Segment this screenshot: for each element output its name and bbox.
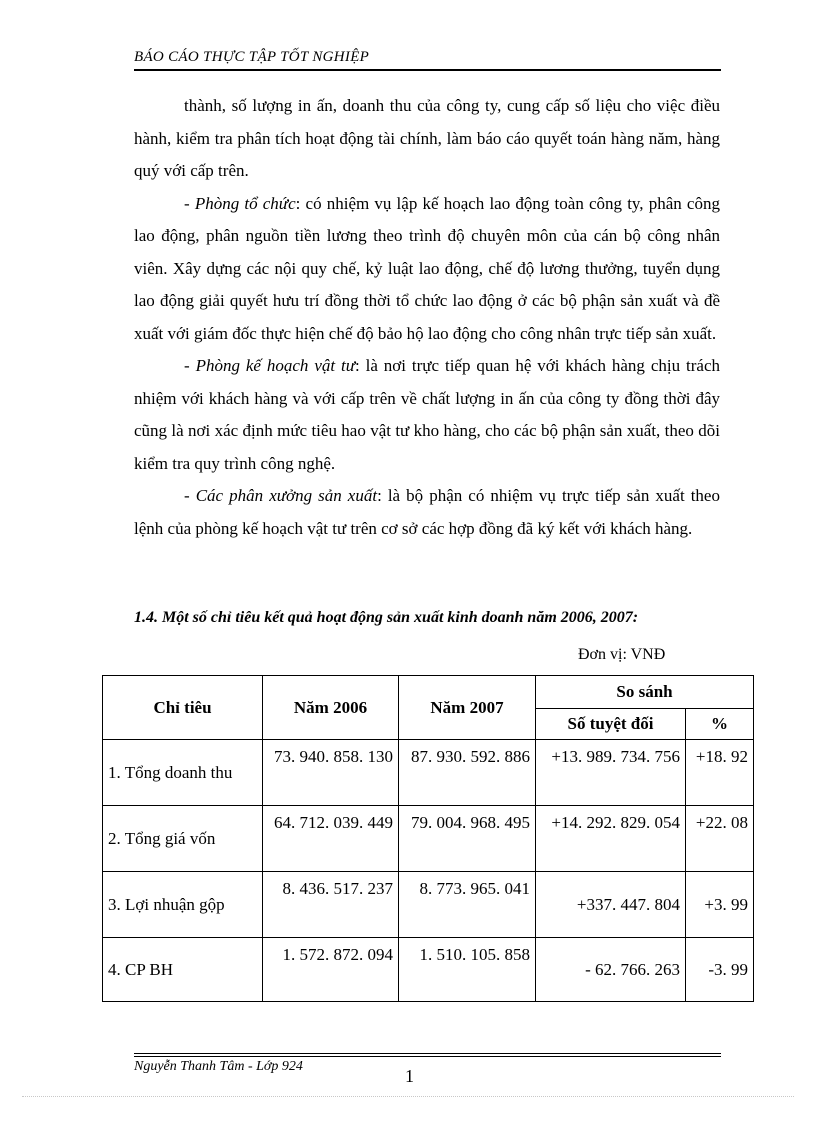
unit-label: Đơn vị: VNĐ bbox=[578, 646, 666, 663]
value-percent: +18. 92 bbox=[686, 740, 754, 806]
value-absolute: +337. 447. 804 bbox=[536, 872, 686, 938]
term-workshops: Các phân xưởng sản xuất bbox=[195, 486, 378, 505]
row-label: 2. Tổng giá vốn bbox=[103, 806, 263, 872]
header-comparison: So sánh bbox=[536, 676, 754, 709]
value-2006: 1. 572. 872. 094 bbox=[263, 938, 399, 1002]
header-year-2006: Năm 2006 bbox=[263, 676, 399, 740]
value-2006: 8. 436. 517. 237 bbox=[263, 872, 399, 938]
bullet-prefix: - bbox=[184, 486, 196, 505]
value-2006: 64. 712. 039. 449 bbox=[263, 806, 399, 872]
footer-divider bbox=[134, 1053, 721, 1054]
value-2007: 1. 510. 105. 858 bbox=[399, 938, 536, 1002]
bullet-prefix: - bbox=[184, 193, 195, 213]
paragraph-text: : là bộ phận có nhiệm vụ trực tiếp sản xuất theo lệnh của phòng kế hoạch vật tư trên cơ sở các hợp đồng đã ký kết với khách hàng. bbox=[134, 486, 720, 538]
term-organization-dept: Phòng tổ chức bbox=[194, 193, 296, 213]
table-row bbox=[103, 740, 754, 806]
report-header-title: BÁO CÁO THỰC TẬP TỐT NGHIỆP bbox=[134, 49, 370, 65]
value-2006: 73. 940. 858. 130 bbox=[263, 740, 399, 806]
value-percent: +22. 08 bbox=[686, 806, 754, 872]
paragraph-accounting-continued: thành, số lượng in ấn, doanh thu của công ty, cung cấp số liệu cho việc điều hành, kiểm tra phân tích hoạt động tài chính, làm báo cáo quyết toán hàng năm, hàng quý với cấp trên. bbox=[134, 96, 720, 180]
body-text bbox=[134, 90, 720, 545]
value-2007: 8. 773. 965. 041 bbox=[399, 872, 536, 938]
value-2007: 79. 004. 968. 495 bbox=[399, 806, 536, 872]
value-absolute: - 62. 766. 263 bbox=[536, 938, 686, 1002]
bullet-prefix: - bbox=[184, 356, 196, 375]
header-absolute: Số tuyệt đối bbox=[536, 709, 686, 740]
paragraph-planning-dept bbox=[134, 350, 720, 480]
header-indicator: Chỉ tiêu bbox=[103, 676, 263, 740]
footer-author: Nguyễn Thanh Tâm - Lớp 924 bbox=[134, 1059, 303, 1074]
value-absolute: +13. 989. 734. 756 bbox=[536, 740, 686, 806]
value-2007: 87. 930. 592. 886 bbox=[399, 740, 536, 806]
value-percent: -3. 99 bbox=[686, 938, 754, 1002]
header-percent: % bbox=[686, 709, 754, 740]
table-row bbox=[103, 806, 754, 872]
paragraph-organization-dept bbox=[134, 188, 720, 351]
header-divider bbox=[134, 69, 721, 71]
value-percent: +3. 99 bbox=[686, 872, 754, 938]
table-row bbox=[103, 872, 754, 938]
section-heading: 1.4. Một số chỉ tiêu kết quả hoạt động sản xuất kinh doanh năm 2006, 2007: bbox=[134, 609, 639, 626]
row-label: 3. Lợi nhuận gộp bbox=[103, 872, 263, 938]
results-table bbox=[102, 675, 754, 1002]
row-label: 1. Tổng doanh thu bbox=[103, 740, 263, 806]
page-number: 1 bbox=[405, 1066, 414, 1086]
row-label: 4. CP BH bbox=[103, 938, 263, 1002]
header-year-2007: Năm 2007 bbox=[399, 676, 536, 740]
value-absolute: +14. 292. 829. 054 bbox=[536, 806, 686, 872]
table-header-row bbox=[103, 676, 754, 709]
paragraph-workshops bbox=[134, 480, 720, 545]
page-edge bbox=[22, 1096, 794, 1097]
paragraph-text: : có nhiệm vụ lập kế hoạch lao động toàn công ty, phân công lao động, phân nguồn tiền lương theo trình độ chuyên môn của cán bộ công nhân viên. Xây dựng các nội quy chế, kỷ luật lao động, chế độ lương thưởng, tuyển dụng lao động giải quyết hưu trí đồng thời tổ chức lao động ở các bộ phận sản xuất và đề xuất với giám đốc thực hiện chế độ bảo hộ lao động cho công nhân trực tiếp sản xuất. bbox=[134, 193, 720, 343]
footer-divider-secondary bbox=[134, 1056, 721, 1057]
paragraph-text: : là nơi trực tiếp quan hệ với khách hàng chịu trách nhiệm với khách hàng và với cấp trên về chất lượng in ấn của công ty đồng thời đây cũng là nơi xác định mức tiêu hao vật tư kho hàng, cho các bộ phận sản xuất, theo dõi kiểm tra quy trình công nghệ. bbox=[134, 356, 720, 473]
term-planning-dept: Phòng kế hoạch vật tư bbox=[195, 356, 355, 375]
table-row bbox=[103, 938, 754, 1002]
